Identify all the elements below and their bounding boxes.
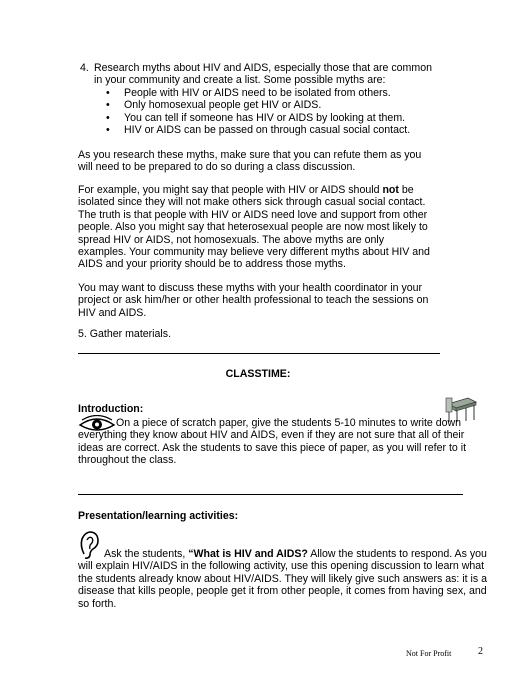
introduction-heading: Introduction: bbox=[78, 403, 144, 415]
presentation-heading: Presentation/learning activities: bbox=[78, 510, 239, 522]
paragraph-discuss: You may want to discuss these myths with your health coordinator in your project or ask him/her or other health professional to teach the sessions on HIV and AIDS. bbox=[78, 282, 429, 319]
step-5: 5. Gather materials. bbox=[78, 328, 172, 340]
list-item: • People with HIV or AIDS need to be isolated from others. bbox=[106, 87, 391, 99]
bullet-icon: • bbox=[106, 87, 110, 99]
bullet-icon: • bbox=[106, 111, 110, 124]
myth-list bbox=[106, 87, 446, 137]
page-number: 2 bbox=[478, 646, 483, 657]
classtime-heading: CLASSTIME: bbox=[225, 368, 291, 380]
step-4-number: 4. bbox=[80, 62, 89, 74]
bullet-icon: • bbox=[106, 124, 110, 137]
divider bbox=[78, 494, 463, 495]
paragraph-refute: As you research these myths, make sure that you can refute them as you will need to be prepared to do so during a class discussion. bbox=[78, 149, 422, 174]
footer-label: Not For Profit bbox=[406, 649, 452, 658]
divider bbox=[78, 353, 440, 354]
bullet-icon: • bbox=[106, 99, 110, 112]
list-item: • Only homosexual people get HIV or AIDS. bbox=[106, 99, 322, 112]
introduction-body: On a piece of scratch paper, give the students 5-10 minutes to write down everything they know about HIV and AIDS, even if they are not sure that all of their ideas are correct. Ask the students to save this piece of paper, as you will refer to it throughout the class. bbox=[78, 417, 467, 467]
list-item: • You can tell if someone has HIV or AIDS by looking at them. bbox=[106, 111, 406, 124]
list-item: • HIV or AIDS can be passed on through casual social contact. bbox=[106, 124, 411, 137]
paragraph-example: For example, you might say that people with HIV or AIDS should not be isolated since they will not make others sick through casual social contact. The truth is that people with HIV or AIDS need love and support from other people. Also you might say that heterosexual people are now most likely to spread HIV or AIDS, not homosexuals. The above myths are only examples. Your community may believe very different myths about HIV and AIDS and your priority should be to address those myths. bbox=[78, 184, 430, 271]
presentation-body: Ask the students, “What is HIV and AIDS? Allow the students to respond. As you will explain HIV/AIDS in the following activity, use this opening discussion to learn what the students already know about HIV/AIDS. They will likely give such answers as: it is a disease that kills people, people get it from other people, it comes from having sex, and so forth. bbox=[78, 548, 488, 610]
step-4 bbox=[80, 62, 440, 87]
step-4-text: Research myths about HIV and AIDS, especially those that are common in your community and create a list. Some possible myths are: bbox=[94, 62, 432, 87]
